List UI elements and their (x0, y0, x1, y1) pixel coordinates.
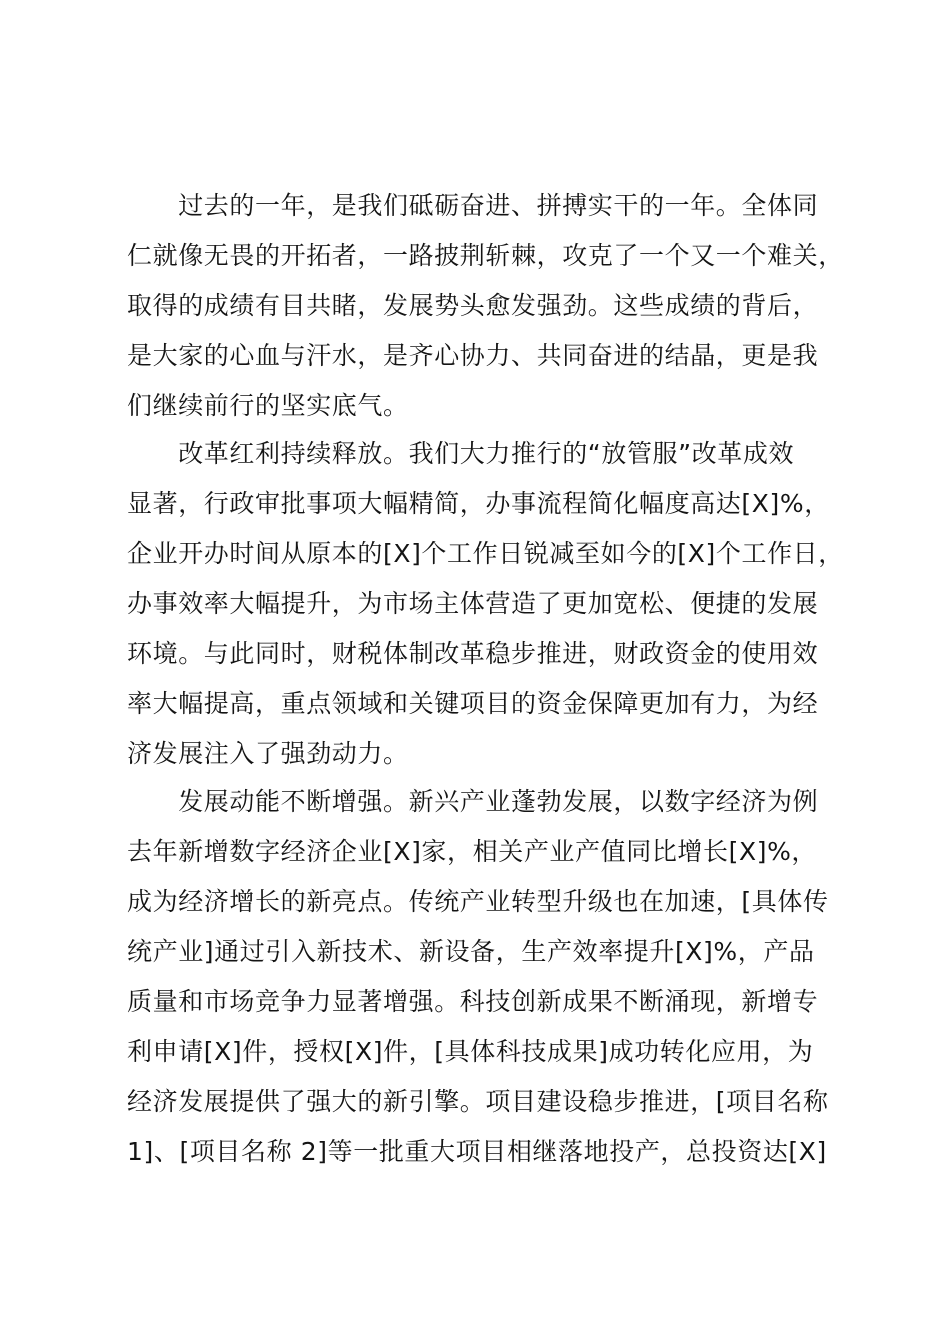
paragraph-3-line-5: 质量和市场竞争力显著增强。科技创新成果不断涌现，新增专 (127, 987, 819, 1016)
paragraph-1-line-5: 们继续前行的坚实底气。 (127, 391, 409, 420)
paragraph-3-line-4: 统产业]通过引入新技术、新设备，生产效率提升[X]%，产品 (127, 937, 815, 966)
paragraph-2-line-6: 率大幅提高，重点领域和关键项目的资金保障更加有力，为经 (127, 689, 819, 718)
paragraph-2-line-1: 改革红利持续释放。我们大力推行的“放管服”改革成效 (127, 439, 795, 468)
paragraph-1-line-1: 过去的一年，是我们砥砺奋进、拼搏实干的一年。全体同 (127, 191, 819, 220)
paragraph-3-line-1: 发展动能不断增强。新兴产业蓬勃发展，以数字经济为例 (127, 787, 819, 816)
paragraph-1-line-3: 取得的成绩有目共睹，发展势头愈发强劲。这些成绩的背后， (127, 291, 819, 320)
paragraph-3-line-2: 去年新增数字经济企业[X]家，相关产业产值同比增长[X]%， (127, 837, 818, 866)
paragraph-3-line-7: 经济发展提供了强大的新引擎。项目建设稳步推进，[项目名称 (127, 1087, 829, 1116)
paragraph-2-line-2: 显著，行政审批事项大幅精简，办事流程简化幅度高达[X]%， (127, 489, 830, 518)
paragraph-1-line-4: 是大家的心血与汗水，是齐心协力、共同奋进的结晶，更是我 (127, 341, 819, 370)
paragraph-3-line-3: 成为经济增长的新亮点。传统产业转型升级也在加速，[具体传 (127, 887, 829, 916)
paragraph-2-line-4: 办事效率大幅提升，为市场主体营造了更加宽松、便捷的发展 (127, 589, 819, 618)
paragraph-1-line-2: 仁就像无畏的开拓者，一路披荆斩棘，攻克了一个又一个难关， (127, 241, 844, 270)
paragraph-3-line-6: 利申请[X]件，授权[X]件，[具体科技成果]成功转化应用，为 (127, 1037, 814, 1066)
paragraph-2-line-7: 济发展注入了强劲动力。 (127, 739, 409, 768)
paragraph-3-line-8: 1]、[项目名称 2]等一批重大项目相继落地投产，总投资达[X] (127, 1137, 827, 1166)
paragraph-2-line-5: 环境。与此同时，财税体制改革稳步推进，财政资金的使用效 (127, 639, 819, 668)
paragraph-2-line-3: 企业开办时间从原本的[X]个工作日锐减至如今的[X]个工作日， (127, 539, 844, 568)
